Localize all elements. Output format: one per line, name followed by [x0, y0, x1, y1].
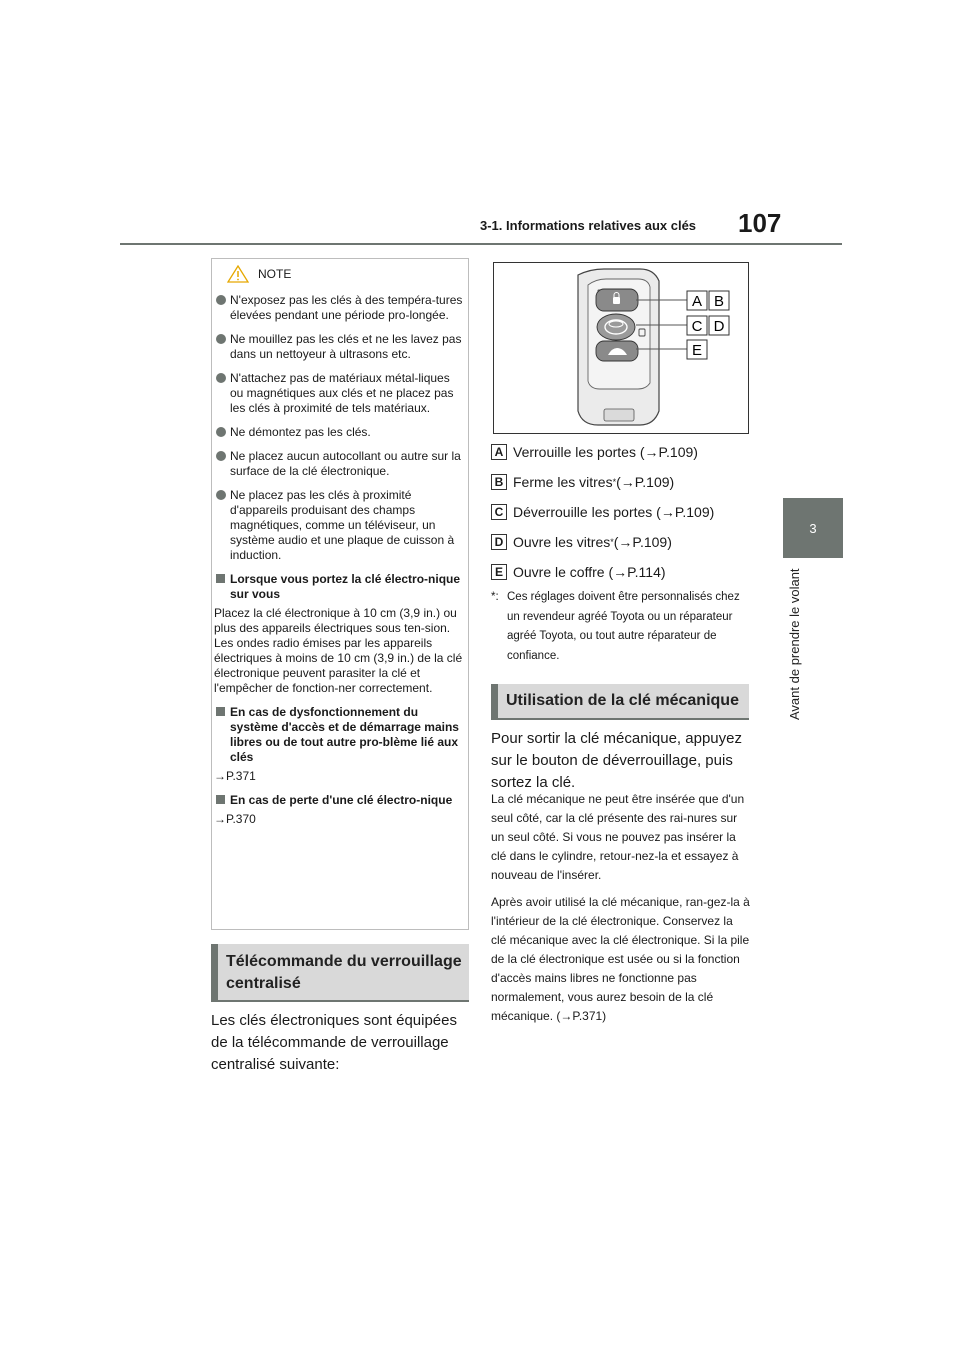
note-box	[211, 258, 469, 930]
note-paragraph: Placez la clé électronique à 10 cm (3,9 in.) ou plus des appareils électriques sous ten-sion. Les ondes radio émises par les appareils électriques à moins de 10 cm (3,9 in.) de la clé électronique peuvent parasiter la clé et l'empêcher de fonction-ner correctement.	[214, 606, 463, 695]
note-bullet: N'exposez pas les clés à des tempéra-tures élevées pendant une période pro-longée.	[214, 293, 464, 323]
square-bullet-icon	[216, 707, 225, 716]
footnote	[491, 588, 749, 666]
chapter-title-vertical	[787, 560, 809, 720]
callout-b	[709, 291, 729, 310]
note-bullet: N'attachez pas de matériaux métal-liques ou magnétiques aux clés et ne placez pas les clés à proximité de tels matériaux.	[214, 371, 464, 416]
bullet-dot-icon	[216, 373, 226, 383]
bullet-dot-icon	[216, 490, 226, 500]
page-reference-link[interactable]: →P.371	[214, 769, 256, 783]
key-button-legend	[491, 442, 751, 582]
section-title: 3-1. Informations relatives aux clés	[480, 218, 697, 233]
footnote-mark: *:	[491, 591, 499, 603]
page-number: 107	[738, 208, 782, 238]
section-paragraph: La clé mécanique ne peut être insérée que d'un seul côté, car la clé présente des rai-nures sur un seul côté. Si vous ne pouvez pas insérer la clé dans le cylindre, retour-nez-la et essayez à nouveau de l'insérer.	[491, 792, 745, 882]
section-paragraph: Après avoir utilisé la clé mécanique, ran-gez-la à l'intérieur de la clé électronique. Conservez la clé mécanique avec la clé électronique. Si la pile de la clé électronique est usée ou si la fonction d'accès mains libres ne fonctionne pas normalement, vous aurez besoin de la clé mécanique. (→P.371)	[491, 895, 750, 1023]
section-heading: Utilisation de la clé mécanique	[491, 684, 749, 720]
letter-box: A	[491, 444, 507, 460]
bullet-dot-icon	[216, 427, 226, 437]
svg-text:A: A	[691, 293, 703, 310]
bullet-dot-icon	[216, 334, 226, 344]
square-bullet-icon	[216, 574, 225, 583]
callout-c	[687, 316, 707, 335]
chapter-title: Avant de prendre le volant	[787, 568, 802, 720]
legend-item-d: D Ouvre les vitres * (→P.109)	[491, 532, 672, 552]
note-label: NOTE	[258, 267, 292, 281]
callout-a	[687, 291, 707, 310]
page-reference-link[interactable]: →P.370	[214, 812, 256, 826]
note-bullet: Ne placez pas les clés à proximité d'appareils produisant des champs magnétiques, comme un téléviseur, un système audio et une plaque de cuisson à induction.	[214, 488, 464, 563]
chapter-number: 3	[809, 520, 817, 536]
note-header	[212, 259, 468, 289]
letter-box: C	[491, 504, 507, 520]
svg-text:D: D	[713, 318, 725, 335]
warning-icon	[227, 265, 249, 283]
callout-e	[687, 340, 707, 359]
note-content	[214, 293, 464, 836]
svg-text:C: C	[691, 318, 703, 335]
square-bullet-icon	[216, 795, 225, 804]
legend-item-a: A Verrouille les portes (→P.109)	[491, 442, 698, 462]
bullet-dot-icon	[216, 451, 226, 461]
bullet-dot-icon	[216, 295, 226, 305]
note-subheading: En cas de perte d'une clé électro-nique	[214, 793, 464, 808]
section-intro: Pour sortir la clé mécanique, appuyez sur le bouton de déverrouillage, puis sortez la clé.	[491, 730, 742, 791]
footnote-text: Ces réglages doivent être personnalisés chez un revendeur agréé Toyota ou un réparateur agréé Toyota, ou tout autre réparateur de confiance.	[507, 591, 740, 662]
legend-item-e: E Ouvre le coffre (→P.114)	[491, 562, 666, 582]
legend-item-c: C Déverrouille les portes (→P.109)	[491, 502, 714, 522]
callout-d	[709, 316, 729, 335]
note-subheading: Lorsque vous portez la clé électro-nique sur vous	[214, 572, 464, 602]
header-rule	[120, 243, 842, 245]
note-bullet: Ne démontez pas les clés.	[214, 425, 464, 440]
letter-box: D	[491, 534, 507, 550]
svg-text:E: E	[691, 342, 703, 359]
note-bullet: Ne placez aucun autocollant ou autre sur la surface de la clé électronique.	[214, 449, 464, 479]
svg-text:B: B	[713, 293, 725, 310]
key-figure	[493, 262, 749, 434]
letter-box: E	[491, 564, 507, 580]
note-bullet: Ne mouillez pas les clés et ne les lavez pas dans un nettoyeur à ultrasons etc.	[214, 332, 464, 362]
electronic-key-illustration	[494, 263, 748, 433]
section-body: Les clés électroniques sont équipées de la télécommande de verrouillage centralisé suivante:	[211, 1012, 457, 1073]
letter-box: B	[491, 474, 507, 490]
legend-item-b: B Ferme les vitres * (→P.109)	[491, 472, 674, 492]
note-subheading: En cas de dysfonctionnement du système d'accès et de démarrage mains libres ou de tout autre pro-blème lié aux clés	[214, 705, 464, 765]
chapter-tab[interactable]	[783, 498, 843, 558]
section-heading: Télécommande du verrouillage centralisé	[211, 944, 469, 1002]
